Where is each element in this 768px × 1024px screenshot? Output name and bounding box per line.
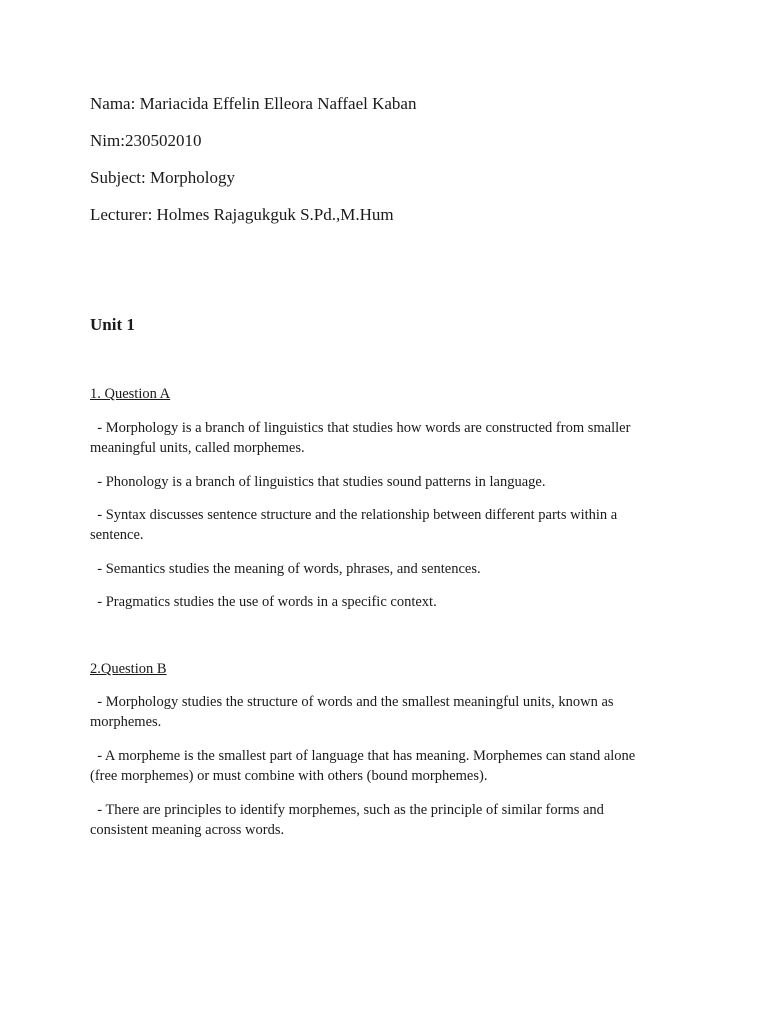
unit-title: Unit 1 bbox=[90, 315, 135, 334]
subject-line: Subject: Morphology bbox=[90, 168, 235, 187]
question-a-item: - Morphology is a branch of linguistics that studies how words are constructed from smaller meaningful units, called morphemes. bbox=[90, 420, 635, 456]
question-a-item: - Phonology is a branch of linguistics that studies sound patterns in language. bbox=[90, 474, 546, 490]
lecturer-line: Lecturer: Holmes Rajagukguk S.Pd.,M.Hum bbox=[90, 205, 394, 224]
question-a-item: - Pragmatics studies the use of words in a specific context. bbox=[90, 594, 437, 610]
question-b-heading: 2.Question B bbox=[90, 661, 167, 677]
question-a-item: - Semantics studies the meaning of words, phrases, and sentences. bbox=[90, 561, 481, 577]
question-b-item: - Morphology studies the structure of words and the smallest meaningful units, known as morphemes. bbox=[90, 694, 618, 730]
question-a-item: - Syntax discusses sentence structure and the relationship between different parts within a sentence. bbox=[90, 507, 621, 543]
student-nim: Nim:230502010 bbox=[90, 131, 202, 150]
question-b-item: - A morpheme is the smallest part of language that has meaning. Morphemes can stand alone (free morphemes) or must combine with others (bound morphemes). bbox=[90, 748, 639, 784]
question-a-heading: 1. Question A bbox=[90, 386, 171, 402]
question-b-item: - There are principles to identify morphemes, such as the principle of similar forms and consistent meaning across words. bbox=[90, 802, 608, 838]
student-name: Nama: Mariacida Effelin Elleora Naffael Kaban bbox=[90, 94, 417, 113]
